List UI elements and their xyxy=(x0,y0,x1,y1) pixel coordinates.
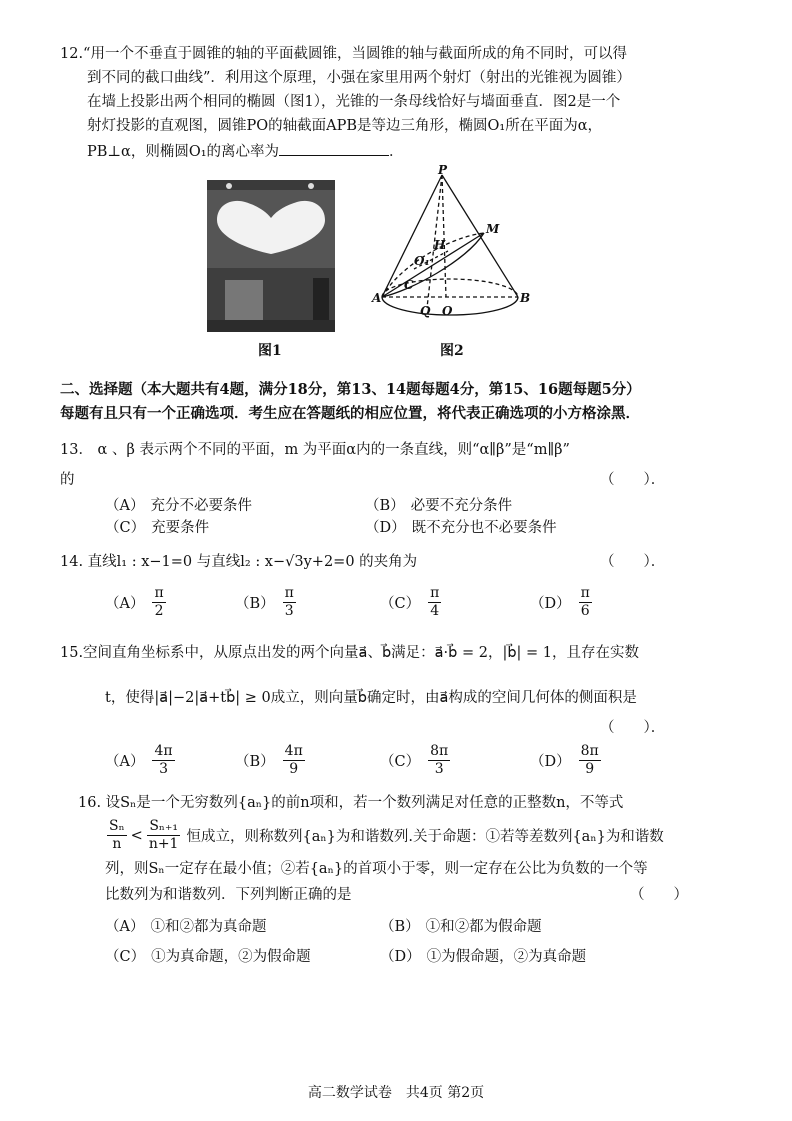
option-text: 必要不充分条件 xyxy=(410,498,513,514)
label-Q: Q xyxy=(420,304,431,318)
option-fraction xyxy=(152,585,165,620)
option-label: （C） xyxy=(105,949,146,965)
option-label: （C） xyxy=(105,520,146,536)
frac-den: 9 xyxy=(585,761,595,777)
q16-option-a[interactable] xyxy=(105,915,266,936)
option-label: （B） xyxy=(365,498,405,514)
q12-line-4: 射灯投影的直观图，圆锥PO的轴截面APB是等边三角形，椭圆O₁所在平面为α， xyxy=(87,118,603,134)
option-text: ①和②都为真命题 xyxy=(150,919,267,935)
q15-option-c[interactable] xyxy=(380,743,452,778)
q15-line-2: t，使得|a⃗|−2|a⃗+tb⃗| ≥ 0成立，则向量b⃗确定时，由a⃗构成的空间几何体的侧面积是 xyxy=(105,690,637,706)
option-text: ①为假命题，②为真命题 xyxy=(426,949,587,965)
option-fraction xyxy=(283,743,305,778)
q12-last-suffix: ． xyxy=(389,144,404,160)
figure-1-caption: 图1 xyxy=(258,343,282,359)
option-label: （A） xyxy=(105,754,145,770)
figure-2-caption: 图2 xyxy=(440,343,464,359)
q16-line-4: 比数列为和谐数列．下列判断正确的是 xyxy=(105,887,352,903)
frac-den: 9 xyxy=(289,761,299,777)
frac-num: 8π xyxy=(430,743,449,759)
option-label: （D） xyxy=(365,520,406,536)
frac-num: π xyxy=(580,585,590,601)
option-label: （A） xyxy=(105,919,145,935)
less-than-sign: < xyxy=(130,827,143,844)
label-P: P xyxy=(438,165,448,177)
q16-option-c[interactable] xyxy=(105,945,311,966)
label-O: O xyxy=(442,304,453,318)
label-O1: O₁ xyxy=(414,254,430,268)
q12-line-2: 到不同的截口曲线”．利用这个原理，小强在家里用两个射灯（射出的光锥视为圆锥） xyxy=(87,70,631,86)
frac-den: 4 xyxy=(430,603,440,619)
q14-option-a[interactable] xyxy=(105,585,168,620)
q14-option-d[interactable] xyxy=(530,585,594,620)
q16-option-b[interactable] xyxy=(380,915,542,936)
label-A: A xyxy=(372,291,382,305)
answer-blank[interactable] xyxy=(279,141,389,156)
q16-fraction-2 xyxy=(147,818,181,853)
q12-last-prefix: PB⊥α，则椭圆O₁的离心率为 xyxy=(87,144,280,160)
q16-fraction-1 xyxy=(107,818,127,853)
label-M: M xyxy=(486,222,500,236)
frac-den: 3 xyxy=(434,761,444,777)
q13-line-1: 13． α 、β 表示两个不同的平面，m 为平面α内的一条直线，则“α∥β”是“m∥β” xyxy=(60,442,570,458)
q13-option-b[interactable] xyxy=(365,494,512,515)
figure-1-photo xyxy=(207,180,335,332)
frac-num: Sₙ₊₁ xyxy=(149,818,178,834)
option-text: ①和②都为假命题 xyxy=(425,919,542,935)
q16-line-2-rest: 恒成立，则称数列{aₙ}为和谐数列.关于命题：①若等差数列{aₙ}为和谐数 xyxy=(186,829,664,845)
option-label: （C） xyxy=(380,596,421,612)
q14-bracket: （ ）． xyxy=(600,554,666,570)
section-instruction: 每题有且只有一个正确选项．考生应在答题纸的相应位置，将代表正确选项的小方格涂黑． xyxy=(60,405,640,422)
option-text: ①为真命题，②为假命题 xyxy=(151,949,311,965)
figure-2-cone-diagram xyxy=(370,165,540,335)
q12-line-3: 在墙上投影出两个相同的椭圆（图1），光锥的一条母线恰好与墙面垂直．图2是一个 xyxy=(87,94,621,110)
q13-option-d[interactable] xyxy=(365,516,557,537)
option-label: （B） xyxy=(235,754,275,770)
option-label: （D） xyxy=(380,949,421,965)
option-fraction xyxy=(428,743,450,778)
q16-option-d[interactable] xyxy=(380,945,586,966)
frac-num: Sₙ xyxy=(109,818,125,834)
option-text: 充分不必要条件 xyxy=(150,498,252,514)
label-H: H xyxy=(434,238,446,252)
option-label: （D） xyxy=(530,596,571,612)
frac-den: 6 xyxy=(580,603,590,619)
label-B: B xyxy=(520,291,531,305)
frac-num: π xyxy=(430,585,440,601)
option-text: 充要条件 xyxy=(151,520,210,536)
q15-bracket: （ ）． xyxy=(600,720,666,736)
label-C: C xyxy=(404,278,414,292)
option-fraction xyxy=(579,743,601,778)
q13-bracket: （ ）． xyxy=(600,472,666,488)
frac-den: n+1 xyxy=(148,836,179,852)
frac-den: 3 xyxy=(284,603,294,619)
option-fraction xyxy=(428,585,441,620)
section-title: 二、选择题（本大题共有4题，满分18分，第13、14题每题4分，第15、16题每题5分） xyxy=(60,381,641,398)
option-label: （B） xyxy=(380,919,420,935)
q13-option-c[interactable] xyxy=(105,516,209,537)
frac-num: 4π xyxy=(284,743,303,759)
q16-line-2 xyxy=(105,818,664,853)
option-label: （D） xyxy=(530,754,571,770)
frac-den: 3 xyxy=(159,761,168,777)
frac-num: 4π xyxy=(154,743,173,759)
q12-line-1: 12.“用一个不垂直于圆锥的轴的平面截圆锥，当圆锥的轴与截面所成的角不同时，可以得 xyxy=(60,46,627,62)
q12-line-5 xyxy=(87,141,404,162)
q15-option-a[interactable] xyxy=(105,743,177,778)
q16-line-3: 列，则Sₙ一定存在最小值；②若{aₙ}的首项小于零，则一定存在公比为负数的一个等 xyxy=(105,861,648,877)
q14-option-c[interactable] xyxy=(380,585,443,620)
page-footer: 高二数学试卷 共4页 第2页 xyxy=(307,1085,485,1101)
q15-option-b[interactable] xyxy=(235,743,307,778)
option-fraction xyxy=(579,585,592,620)
option-text: 既不充分也不必要条件 xyxy=(411,520,557,536)
option-label: （C） xyxy=(380,754,421,770)
option-label: （A） xyxy=(105,498,145,514)
q15-option-d[interactable] xyxy=(530,743,603,778)
q14-option-b[interactable] xyxy=(235,585,298,620)
q14-line: 14. 直线l₁ : x−1=0 与直线l₂ : x−√3y+2=0 的夹角为 xyxy=(60,554,418,570)
q16-bracket: （ ） xyxy=(630,887,688,903)
frac-num: 8π xyxy=(580,743,599,759)
option-fraction xyxy=(283,585,296,620)
q13-line-2: 的 xyxy=(60,472,75,488)
frac-den: n xyxy=(112,836,122,852)
q13-option-a[interactable] xyxy=(105,494,252,515)
q16-line-1: 16. 设Sₙ是一个无穷数列{aₙ}的前n项和，若一个数列满足对任意的正整数n，不等式 xyxy=(78,795,624,811)
frac-den: 2 xyxy=(154,603,164,619)
option-label: （A） xyxy=(105,596,145,612)
frac-num: π xyxy=(154,585,164,601)
q15-line-1: 15.空间直角坐标系中，从原点出发的两个向量a⃗、b⃗满足：a⃗·b⃗ = 2，|b⃗| = 1，且存在实数 xyxy=(60,645,640,661)
frac-num: π xyxy=(284,585,294,601)
option-label: （B） xyxy=(235,596,275,612)
option-fraction xyxy=(152,743,174,778)
